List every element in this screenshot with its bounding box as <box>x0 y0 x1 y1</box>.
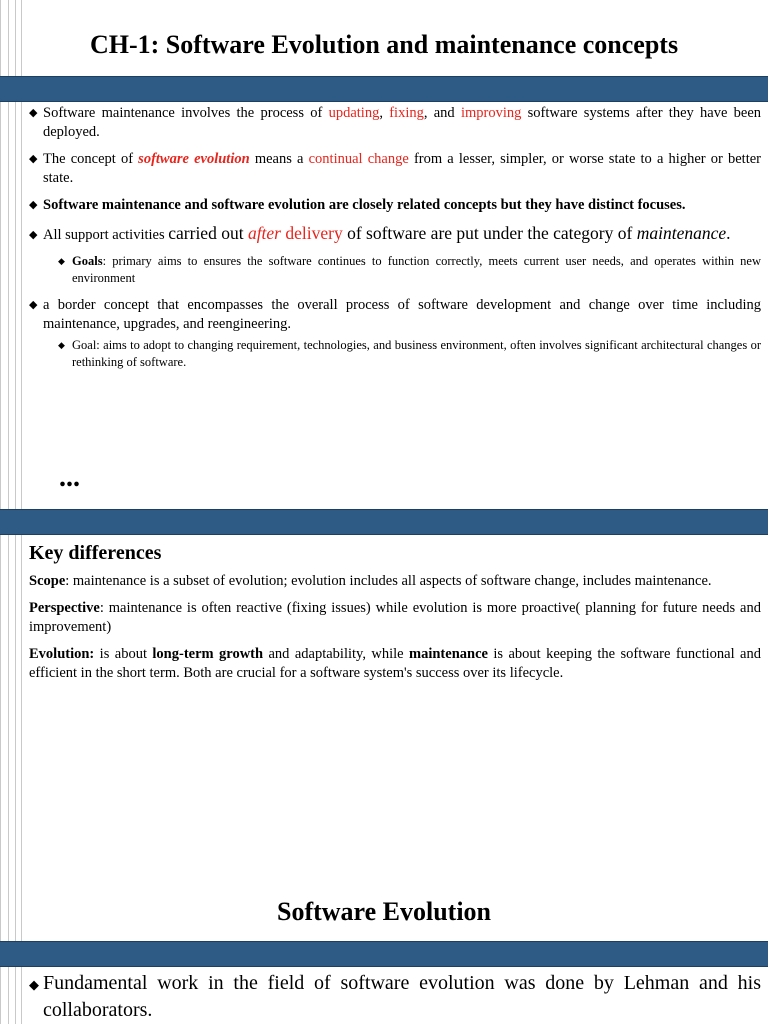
diamond-bullet-icon: ◆ <box>58 340 65 350</box>
slide1-title: CH-1: Software Evolution and maintenance concepts <box>89 30 679 59</box>
slide3-body <box>29 970 761 1024</box>
slide2-body <box>29 540 761 683</box>
bullet-evolution-concept: ◆ The concept of software evolution means a continual change from a lesser, simpler, or worse state to a higher or better state. <box>29 151 761 186</box>
slide1-header-band <box>0 76 768 102</box>
bullet-border-concept: ◆ a border concept that encompasses the overall process of software development and change over time including maintenance, upgrades, and reengineering. <box>29 297 761 332</box>
sub-bullet-goal: ◆ Goal: aims to adopt to changing requirement, technologies, and business environment, often involves significant architectural changes or rethinking of software. <box>58 338 761 369</box>
slide3-header-band <box>0 941 768 967</box>
sub-bullet-goals: ◆ Goals: primary aims to ensures the software continues to function correctly, meets current user needs, and operates within new environment <box>58 254 761 285</box>
bullet-maintenance-definition: ◆ Software maintenance involves the process of updating, fixing, and improving software systems after they have been deployed. <box>29 105 762 140</box>
evolution-paragraph: Evolution: is about long-term growth and adaptability, while maintenance is about keeping the software functional and efficient in the short term. Both are crucial for a software system's success over its lifecycle. <box>29 646 761 681</box>
diamond-bullet-icon: ◆ <box>29 153 38 165</box>
slide3-title: Software Evolution <box>276 897 492 926</box>
bullet-lehman-work: ◆ Fundamental work in the field of software evolution was done by Lehman and his collaborators. <box>29 972 761 1021</box>
scope-paragraph: Scope: maintenance is a subset of evolution; evolution includes all aspects of software change, includes maintenance. <box>29 573 712 589</box>
bullet-support-activities: ◆ All support activities carried out after delivery of software are put under the category of maintenance. <box>29 222 761 247</box>
diamond-bullet-icon: ◆ <box>29 199 38 211</box>
diamond-bullet-icon: ◆ <box>58 256 65 266</box>
key-differences-heading: Key differences <box>29 542 162 564</box>
diamond-bullet-icon: ◆ <box>29 299 38 311</box>
diamond-bullet-icon: ◆ <box>29 107 38 119</box>
slide2-header-band <box>0 509 768 535</box>
perspective-paragraph: Perspective: maintenance is often reactive (fixing issues) while evolution is more proactive( planning for future needs and improvement) <box>29 600 761 635</box>
slide1-body <box>29 104 761 371</box>
diamond-bullet-icon: ◆ <box>29 229 38 241</box>
bullet-distinct-focuses: ◆ Software maintenance and software evolution are closely related concepts but they have distinct focuses. <box>29 197 686 213</box>
diamond-bullet-icon: ◆ <box>29 977 39 992</box>
ellipsis-marker: ... <box>59 462 80 493</box>
